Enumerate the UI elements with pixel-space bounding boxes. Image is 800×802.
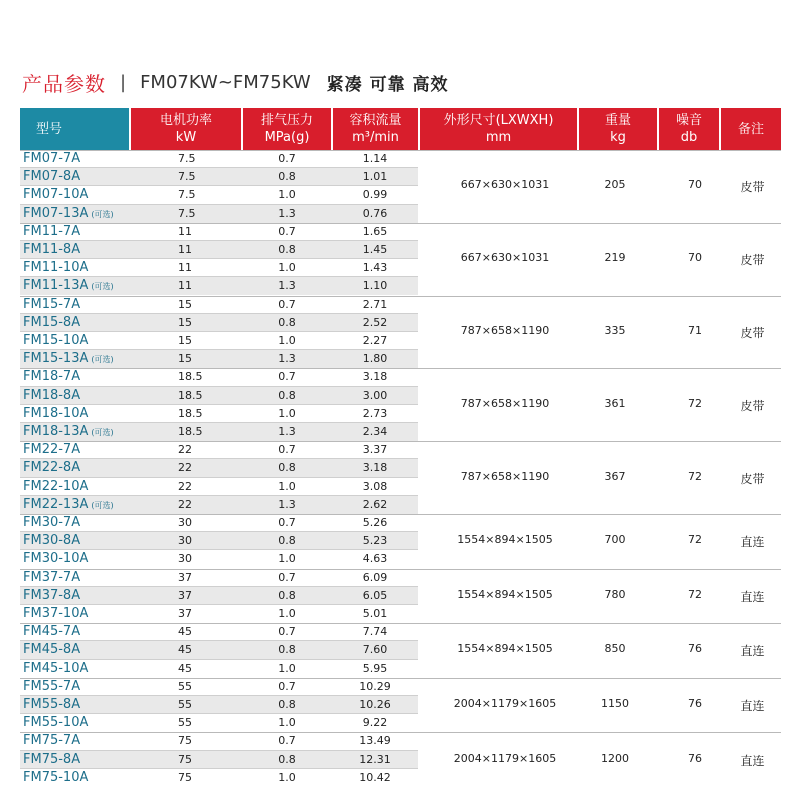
cell-pressure: 0.7 bbox=[278, 570, 296, 584]
header-flow-label: 容积流量 bbox=[349, 113, 402, 128]
table-row bbox=[20, 150, 418, 168]
cell-pressure: 0.7 bbox=[278, 515, 296, 529]
cell-pressure: 0.7 bbox=[278, 734, 296, 748]
cell-model bbox=[23, 368, 133, 386]
header-model-label: 型号 bbox=[36, 121, 63, 137]
table-row bbox=[20, 314, 418, 332]
optional-tag: (可选) bbox=[91, 282, 114, 292]
model-name: FM30-8A bbox=[23, 533, 81, 549]
model-name: FM18-8A bbox=[23, 387, 81, 403]
model-name: FM30-7A bbox=[23, 514, 81, 530]
cell-pressure: 0.7 bbox=[278, 297, 296, 311]
cell-power: 75 bbox=[178, 752, 192, 766]
cell-pressure: 1.0 bbox=[278, 716, 296, 730]
cell-flow: 9.22 bbox=[362, 716, 388, 730]
model-name: FM22-7A bbox=[23, 442, 81, 458]
cell-note: 皮带 bbox=[740, 398, 765, 413]
cell-dimensions: 1554×894×1505 bbox=[457, 587, 553, 601]
model-name: FM15-13A bbox=[23, 351, 89, 367]
model-group bbox=[20, 678, 781, 733]
cell-pressure: 0.8 bbox=[278, 388, 296, 402]
cell-pressure: 1.0 bbox=[278, 406, 296, 420]
cell-pressure: 1.0 bbox=[278, 661, 296, 675]
model-name: FM18-10A bbox=[23, 405, 89, 421]
cell-model bbox=[23, 478, 133, 496]
table-row bbox=[20, 459, 418, 477]
model-group bbox=[20, 150, 781, 223]
model-group bbox=[20, 732, 781, 787]
cell-flow: 12.31 bbox=[359, 752, 391, 766]
cell-model bbox=[23, 314, 133, 332]
cell-flow: 5.23 bbox=[362, 534, 388, 548]
header-note bbox=[721, 108, 781, 150]
table-row bbox=[20, 368, 418, 386]
cell-model bbox=[23, 150, 133, 168]
model-group bbox=[20, 368, 781, 441]
model-group bbox=[20, 223, 781, 296]
optional-tag: (可选) bbox=[91, 209, 114, 219]
cell-pressure: 1.3 bbox=[278, 206, 296, 220]
cell-pressure: 1.0 bbox=[278, 552, 296, 566]
cell-note: 直连 bbox=[740, 699, 765, 714]
cell-dimensions: 787×658×1190 bbox=[460, 469, 550, 483]
model-name: FM55-10A bbox=[23, 715, 89, 731]
table-row bbox=[20, 550, 418, 568]
table-row bbox=[20, 168, 418, 186]
cell-pressure: 0.7 bbox=[278, 443, 296, 457]
cell-flow: 4.63 bbox=[362, 552, 388, 566]
title-separator: | bbox=[120, 71, 127, 93]
header-note-label: 备注 bbox=[737, 121, 764, 137]
cell-flow: 2.73 bbox=[362, 406, 388, 420]
header-power bbox=[131, 108, 241, 150]
header-power-label: 电机功率 bbox=[159, 113, 212, 128]
table-row bbox=[20, 569, 418, 587]
cell-pressure: 0.8 bbox=[278, 588, 296, 602]
title-model-range: FM07KW~FM75KW bbox=[140, 71, 311, 93]
cell-pressure: 1.0 bbox=[278, 479, 296, 493]
cell-model bbox=[23, 296, 133, 314]
cell-pressure: 1.0 bbox=[278, 606, 296, 620]
cell-flow: 3.18 bbox=[362, 461, 388, 475]
cell-flow: 1.43 bbox=[362, 261, 388, 275]
cell-power: 30 bbox=[178, 515, 192, 529]
model-name: FM15-8A bbox=[23, 314, 81, 330]
model-name: FM15-7A bbox=[23, 296, 81, 312]
table-row bbox=[20, 387, 418, 405]
cell-power: 11 bbox=[178, 279, 192, 293]
table-row bbox=[20, 623, 418, 641]
cell-model bbox=[23, 205, 133, 223]
cell-pressure: 0.8 bbox=[278, 315, 296, 329]
model-name: FM11-8A bbox=[23, 241, 81, 257]
table-row bbox=[20, 660, 418, 678]
cell-power: 45 bbox=[178, 625, 192, 639]
cell-note: 皮带 bbox=[740, 471, 765, 486]
header-model bbox=[20, 108, 129, 150]
model-name: FM75-7A bbox=[23, 733, 81, 749]
model-name: FM75-8A bbox=[23, 751, 81, 767]
cell-pressure: 1.3 bbox=[278, 279, 296, 293]
cell-power: 15 bbox=[178, 297, 192, 311]
model-group bbox=[20, 514, 781, 569]
cell-flow: 0.99 bbox=[362, 188, 388, 202]
cell-flow: 2.52 bbox=[362, 315, 388, 329]
table-row bbox=[20, 678, 418, 696]
cell-flow: 2.27 bbox=[362, 333, 388, 347]
cell-power: 37 bbox=[178, 606, 192, 620]
header-weight-label: 重量 bbox=[604, 113, 631, 128]
cell-dimensions: 787×658×1190 bbox=[460, 323, 550, 337]
cell-model bbox=[23, 678, 133, 696]
title-product-params: 产品参数 bbox=[22, 71, 106, 96]
cell-flow: 7.60 bbox=[362, 643, 388, 657]
cell-model bbox=[23, 496, 133, 514]
cell-noise: 76 bbox=[688, 751, 702, 765]
cell-note: 直连 bbox=[740, 589, 765, 604]
header-dimensions-label: 外形尺寸(LXWXH) bbox=[443, 113, 554, 128]
cell-model bbox=[23, 623, 133, 641]
table-row bbox=[20, 714, 418, 732]
cell-model bbox=[23, 186, 133, 204]
cell-power: 7.5 bbox=[178, 206, 196, 220]
cell-dimensions: 1554×894×1505 bbox=[457, 642, 553, 656]
title-features: 紧凑 可靠 高效 bbox=[326, 74, 449, 95]
table-row bbox=[20, 514, 418, 532]
cell-dimensions: 787×658×1190 bbox=[460, 396, 550, 410]
cell-dimensions: 667×630×1031 bbox=[460, 178, 550, 192]
cell-flow: 10.26 bbox=[359, 697, 391, 711]
cell-power: 15 bbox=[178, 333, 192, 347]
model-name: FM18-13A bbox=[23, 423, 89, 439]
cell-power: 11 bbox=[178, 242, 192, 256]
model-name: FM15-10A bbox=[23, 332, 89, 348]
table-row bbox=[20, 332, 418, 350]
cell-model bbox=[23, 714, 133, 732]
cell-weight: 1200 bbox=[601, 751, 629, 765]
table-row bbox=[20, 350, 418, 368]
cell-noise: 72 bbox=[688, 396, 702, 410]
model-group bbox=[20, 569, 781, 624]
optional-tag: (可选) bbox=[91, 427, 114, 437]
cell-power: 11 bbox=[178, 224, 192, 238]
page-title bbox=[22, 66, 449, 98]
cell-dimensions: 2004×1179×1605 bbox=[453, 697, 557, 711]
cell-power: 75 bbox=[178, 734, 192, 748]
cell-power: 75 bbox=[178, 770, 192, 784]
cell-model bbox=[23, 332, 133, 350]
cell-pressure: 0.7 bbox=[278, 625, 296, 639]
cell-noise: 76 bbox=[688, 642, 702, 656]
cell-pressure: 1.3 bbox=[278, 497, 296, 511]
cell-flow: 1.01 bbox=[362, 170, 388, 184]
table-row bbox=[20, 641, 418, 659]
cell-flow: 2.71 bbox=[362, 297, 388, 311]
header-pressure-unit: MPa(g) bbox=[264, 130, 310, 145]
cell-model bbox=[23, 605, 133, 623]
table-row bbox=[20, 277, 418, 295]
cell-pressure: 0.7 bbox=[278, 152, 296, 165]
cell-pressure: 0.8 bbox=[278, 242, 296, 256]
cell-noise: 76 bbox=[688, 697, 702, 711]
cell-pressure: 1.0 bbox=[278, 770, 296, 784]
cell-power: 18.5 bbox=[178, 388, 203, 402]
cell-dimensions: 2004×1179×1605 bbox=[453, 751, 557, 765]
cell-model bbox=[23, 423, 133, 441]
cell-power: 22 bbox=[178, 479, 192, 493]
cell-note: 直连 bbox=[740, 535, 765, 550]
cell-pressure: 1.0 bbox=[278, 188, 296, 202]
cell-flow: 3.00 bbox=[362, 388, 388, 402]
cell-weight: 1150 bbox=[601, 697, 629, 711]
cell-note: 皮带 bbox=[740, 180, 765, 195]
model-name: FM37-8A bbox=[23, 587, 81, 603]
cell-power: 7.5 bbox=[178, 170, 196, 184]
cell-noise: 70 bbox=[688, 251, 702, 265]
optional-tag: (可选) bbox=[91, 500, 114, 510]
header-pressure-label: 排气压力 bbox=[260, 113, 313, 128]
model-name: FM07-7A bbox=[23, 151, 81, 166]
optional-tag: (可选) bbox=[91, 355, 114, 365]
cell-weight: 335 bbox=[604, 323, 626, 337]
model-name: FM11-13A bbox=[23, 278, 89, 294]
cell-dimensions: 667×630×1031 bbox=[460, 251, 550, 265]
cell-power: 30 bbox=[178, 552, 192, 566]
cell-weight: 850 bbox=[604, 642, 626, 656]
cell-pressure: 0.8 bbox=[278, 170, 296, 184]
cell-model bbox=[23, 732, 133, 750]
model-name: FM11-10A bbox=[23, 260, 89, 276]
cell-model bbox=[23, 550, 133, 568]
cell-power: 22 bbox=[178, 443, 192, 457]
cell-power: 45 bbox=[178, 643, 192, 657]
table-row bbox=[20, 205, 418, 223]
cell-power: 15 bbox=[178, 315, 192, 329]
model-name: FM75-10A bbox=[23, 769, 89, 785]
table-row bbox=[20, 186, 418, 204]
cell-flow: 2.34 bbox=[362, 424, 388, 438]
cell-model bbox=[23, 532, 133, 550]
cell-model bbox=[23, 660, 133, 678]
table-row bbox=[20, 769, 418, 787]
cell-pressure: 0.7 bbox=[278, 679, 296, 693]
header-dimensions-unit: mm bbox=[485, 130, 512, 145]
cell-power: 18.5 bbox=[178, 370, 203, 384]
model-name: FM30-10A bbox=[23, 551, 89, 567]
model-name: FM07-10A bbox=[23, 187, 89, 203]
cell-model bbox=[23, 259, 133, 277]
cell-pressure: 0.8 bbox=[278, 534, 296, 548]
cell-flow: 1.10 bbox=[362, 279, 388, 293]
model-name: FM18-7A bbox=[23, 369, 81, 385]
model-name: FM55-7A bbox=[23, 678, 81, 694]
cell-flow: 0.76 bbox=[362, 206, 388, 220]
table-row bbox=[20, 478, 418, 496]
cell-power: 45 bbox=[178, 661, 192, 675]
model-name: FM07-8A bbox=[23, 169, 81, 185]
cell-model bbox=[23, 751, 133, 769]
cell-power: 37 bbox=[178, 570, 192, 584]
table-row bbox=[20, 696, 418, 714]
cell-pressure: 0.7 bbox=[278, 224, 296, 238]
cell-flow: 2.62 bbox=[362, 497, 388, 511]
cell-pressure: 0.8 bbox=[278, 697, 296, 711]
header-noise-label: 噪音 bbox=[675, 113, 702, 128]
cell-noise: 72 bbox=[688, 587, 702, 601]
cell-model bbox=[23, 514, 133, 532]
model-name: FM37-10A bbox=[23, 605, 89, 621]
cell-power: 22 bbox=[178, 497, 192, 511]
cell-pressure: 1.3 bbox=[278, 424, 296, 438]
cell-power: 7.5 bbox=[178, 152, 196, 165]
cell-power: 37 bbox=[178, 588, 192, 602]
cell-flow: 13.49 bbox=[359, 734, 391, 748]
header-dimensions bbox=[420, 108, 577, 150]
table-row bbox=[20, 441, 418, 459]
cell-weight: 700 bbox=[604, 533, 626, 547]
table-row bbox=[20, 241, 418, 259]
cell-weight: 205 bbox=[604, 178, 626, 192]
cell-flow: 1.14 bbox=[362, 152, 388, 165]
cell-pressure: 1.0 bbox=[278, 261, 296, 275]
cell-note: 直连 bbox=[740, 644, 765, 659]
cell-power: 55 bbox=[178, 716, 192, 730]
cell-dimensions: 1554×894×1505 bbox=[457, 533, 553, 547]
cell-flow: 3.08 bbox=[362, 479, 388, 493]
cell-power: 7.5 bbox=[178, 188, 196, 202]
cell-pressure: 1.3 bbox=[278, 352, 296, 366]
cell-pressure: 0.8 bbox=[278, 643, 296, 657]
cell-model bbox=[23, 769, 133, 787]
header-noise-unit: db bbox=[680, 130, 698, 145]
cell-model bbox=[23, 441, 133, 459]
model-name: FM45-10A bbox=[23, 660, 89, 676]
cell-flow: 10.42 bbox=[359, 770, 391, 784]
cell-flow: 1.65 bbox=[362, 224, 388, 238]
table-row bbox=[20, 496, 418, 514]
cell-power: 18.5 bbox=[178, 424, 203, 438]
cell-model bbox=[23, 405, 133, 423]
table-row bbox=[20, 605, 418, 623]
cell-power: 15 bbox=[178, 352, 192, 366]
cell-flow: 5.26 bbox=[362, 515, 388, 529]
header-weight-unit: kg bbox=[610, 130, 626, 145]
table-row bbox=[20, 532, 418, 550]
cell-noise: 72 bbox=[688, 469, 702, 483]
cell-weight: 219 bbox=[604, 251, 626, 265]
cell-model bbox=[23, 223, 133, 241]
table-body bbox=[20, 150, 781, 787]
cell-power: 55 bbox=[178, 679, 192, 693]
cell-power: 18.5 bbox=[178, 406, 203, 420]
cell-weight: 361 bbox=[604, 396, 626, 410]
cell-model bbox=[23, 569, 133, 587]
model-name: FM22-10A bbox=[23, 478, 89, 494]
cell-flow: 5.01 bbox=[362, 606, 388, 620]
table-row bbox=[20, 296, 418, 314]
cell-model bbox=[23, 277, 133, 295]
model-name: FM07-13A bbox=[23, 205, 89, 221]
cell-flow: 10.29 bbox=[359, 679, 391, 693]
model-name: FM22-13A bbox=[23, 496, 89, 512]
cell-pressure: 0.8 bbox=[278, 752, 296, 766]
table-row bbox=[20, 223, 418, 241]
model-name: FM45-8A bbox=[23, 642, 81, 658]
cell-weight: 367 bbox=[604, 469, 626, 483]
model-group bbox=[20, 296, 781, 369]
header-pressure bbox=[243, 108, 331, 150]
model-name: FM11-7A bbox=[23, 223, 81, 239]
cell-flow: 1.45 bbox=[362, 242, 388, 256]
table-row bbox=[20, 587, 418, 605]
cell-flow: 3.37 bbox=[362, 443, 388, 457]
table-row bbox=[20, 259, 418, 277]
header-power-unit: kW bbox=[175, 130, 197, 145]
cell-power: 30 bbox=[178, 534, 192, 548]
cell-model bbox=[23, 350, 133, 368]
cell-model bbox=[23, 587, 133, 605]
cell-pressure: 0.7 bbox=[278, 370, 296, 384]
cell-pressure: 1.0 bbox=[278, 333, 296, 347]
cell-model bbox=[23, 387, 133, 405]
cell-noise: 70 bbox=[688, 178, 702, 192]
header-flow bbox=[333, 108, 418, 150]
header-weight bbox=[579, 108, 657, 150]
cell-flow: 6.05 bbox=[362, 588, 388, 602]
header-flow-unit: m³/min bbox=[352, 130, 399, 145]
cell-power: 11 bbox=[178, 261, 192, 275]
table-row bbox=[20, 423, 418, 441]
cell-pressure: 0.8 bbox=[278, 461, 296, 475]
cell-note: 皮带 bbox=[740, 325, 765, 340]
model-name: FM22-8A bbox=[23, 460, 81, 476]
cell-model bbox=[23, 696, 133, 714]
cell-noise: 72 bbox=[688, 533, 702, 547]
table-row bbox=[20, 732, 418, 750]
cell-note: 直连 bbox=[740, 753, 765, 768]
header-noise bbox=[659, 108, 719, 150]
table-row bbox=[20, 751, 418, 769]
cell-power: 22 bbox=[178, 461, 192, 475]
cell-model bbox=[23, 168, 133, 186]
cell-note: 皮带 bbox=[740, 253, 765, 268]
cell-model bbox=[23, 641, 133, 659]
cell-flow: 5.95 bbox=[362, 661, 388, 675]
model-name: FM37-7A bbox=[23, 569, 81, 585]
cell-model bbox=[23, 459, 133, 477]
cell-flow: 7.74 bbox=[362, 625, 388, 639]
table-header bbox=[20, 108, 781, 150]
model-name: FM45-7A bbox=[23, 624, 81, 640]
cell-flow: 6.09 bbox=[362, 570, 388, 584]
model-name: FM55-8A bbox=[23, 696, 81, 712]
table-row bbox=[20, 405, 418, 423]
cell-power: 55 bbox=[178, 697, 192, 711]
cell-noise: 71 bbox=[688, 323, 702, 337]
model-group bbox=[20, 623, 781, 678]
model-group bbox=[20, 441, 781, 514]
cell-flow: 3.18 bbox=[362, 370, 388, 384]
cell-flow: 1.80 bbox=[362, 352, 388, 366]
cell-weight: 780 bbox=[604, 587, 626, 601]
cell-model bbox=[23, 241, 133, 259]
